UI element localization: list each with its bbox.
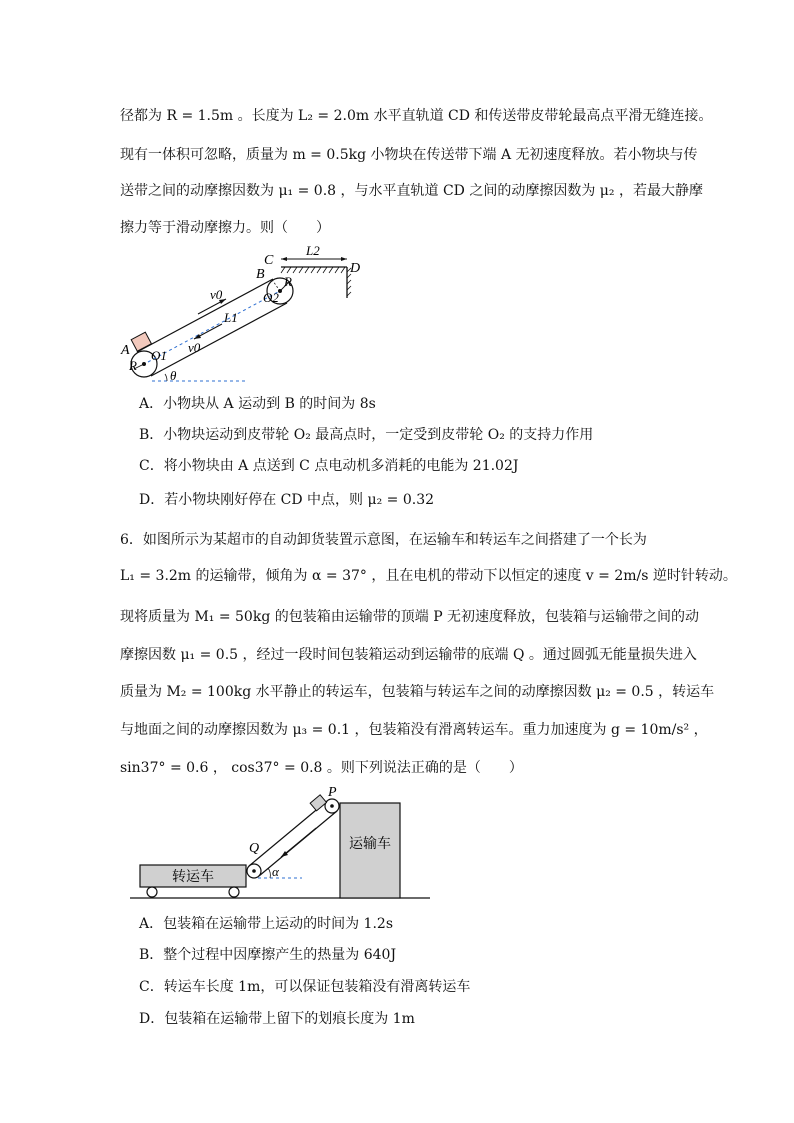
label-B: B xyxy=(256,267,265,282)
q5-line-1: 径都为 R = 1.5m 。长度为 L₂ = 2.0m 水平直轨道 CD 和传送带皮带轮最高点平滑无缝连接。 xyxy=(120,108,713,124)
q6-line-7: sin37° = 0.6 ， cos37° = 0.8 。则下列说法正确的是（ ） xyxy=(120,760,523,776)
label-Q: Q xyxy=(249,841,260,856)
label-R-bottom: R xyxy=(129,358,137,373)
label-transport-truck: 运输车 xyxy=(349,837,391,852)
label-v0-bottom: v0 xyxy=(188,340,201,355)
label-A: A xyxy=(121,343,130,358)
q5-option-d[interactable]: D．若小物块刚好停在 CD 中点，则 μ₂ = 0.32 xyxy=(139,492,435,508)
label-O2: O2 xyxy=(263,290,279,305)
label-L1: L1 xyxy=(224,310,238,325)
q5-line-4: 擦力等于滑动摩擦力。则（ ） xyxy=(120,220,330,236)
label-theta: θ xyxy=(170,368,177,383)
q6-line-6: 与地面之间的动摩擦因数为 μ₃ = 0.1 ，包装箱没有滑离转运车。重力加速度为 g = 10m/s² ， xyxy=(120,722,708,738)
q5-line-3: 送带之间的动摩擦因数为 μ₁ = 0.8 ，与水平直轨道 CD 之间的动摩擦因数为 μ₂ ，若最大静摩 xyxy=(120,183,703,199)
label-L2: L2 xyxy=(306,246,320,258)
label-O1: O1 xyxy=(151,348,167,363)
q5-option-c[interactable]: C．将小物块由 A 点送到 C 点电动机多消耗的电能为 21.02J xyxy=(139,458,519,474)
q5-line-2: 现有一体积可忽略，质量为 m = 0.5kg 小物块在传送带下端 A 无初速度释放。若小物块与传 xyxy=(120,147,698,163)
label-v0-top: v0 xyxy=(210,287,223,302)
q6-option-a[interactable]: A．包装箱在运输带上运动的时间为 1.2s xyxy=(139,916,394,932)
label-transfer-cart: 转运车 xyxy=(172,870,214,885)
q6-line-3: 现将质量为 M₁ = 50kg 的包装箱由运输带的顶端 P 无初速度释放，包装箱与运输带之间的动 xyxy=(120,609,700,625)
label-alpha: α xyxy=(272,864,279,879)
q6-line-1: 6．如图所示为某超市的自动卸货装置示意图，在运输车和转运车之间搭建了一个长为 xyxy=(120,532,647,548)
q6-line-2: L₁ = 3.2m 的运输带，倾角为 α = 37° ，且在电机的带动下以恒定的速度 v = 2m/s 逆时针转动。 xyxy=(120,568,737,584)
label-D: D xyxy=(350,261,361,276)
conveyor-incline-figure xyxy=(118,246,378,386)
q6-option-d[interactable]: D．包装箱在运输带上留下的划痕长度为 1m xyxy=(139,1011,415,1027)
q6-option-c[interactable]: C．转运车长度 1m，可以保证包装箱没有滑离转运车 xyxy=(139,979,471,995)
label-R-top: R xyxy=(284,274,292,289)
q6-option-b[interactable]: B．整个过程中因摩擦产生的热量为 640J xyxy=(139,947,397,963)
q5-option-b[interactable]: B．小物块运动到皮带轮 O₂ 最高点时，一定受到皮带轮 O₂ 的支持力作用 xyxy=(139,427,594,443)
label-P: P xyxy=(328,786,337,800)
q6-line-5: 质量为 M₂ = 100kg 水平静止的转运车，包装箱与转运车之间的动摩擦因数 μ₂ = 0.5 ，转运车 xyxy=(120,684,715,700)
label-C: C xyxy=(264,253,274,268)
unloading-device-figure xyxy=(130,786,430,906)
q6-line-4: 摩擦因数 μ₁ = 0.5 ，经过一段时间包装箱运动到运输带的底端 Q 。通过圆弧无能量损失进入 xyxy=(120,647,697,663)
q5-option-a[interactable]: A．小物块从 A 运动到 B 的时间为 8s xyxy=(139,396,376,412)
